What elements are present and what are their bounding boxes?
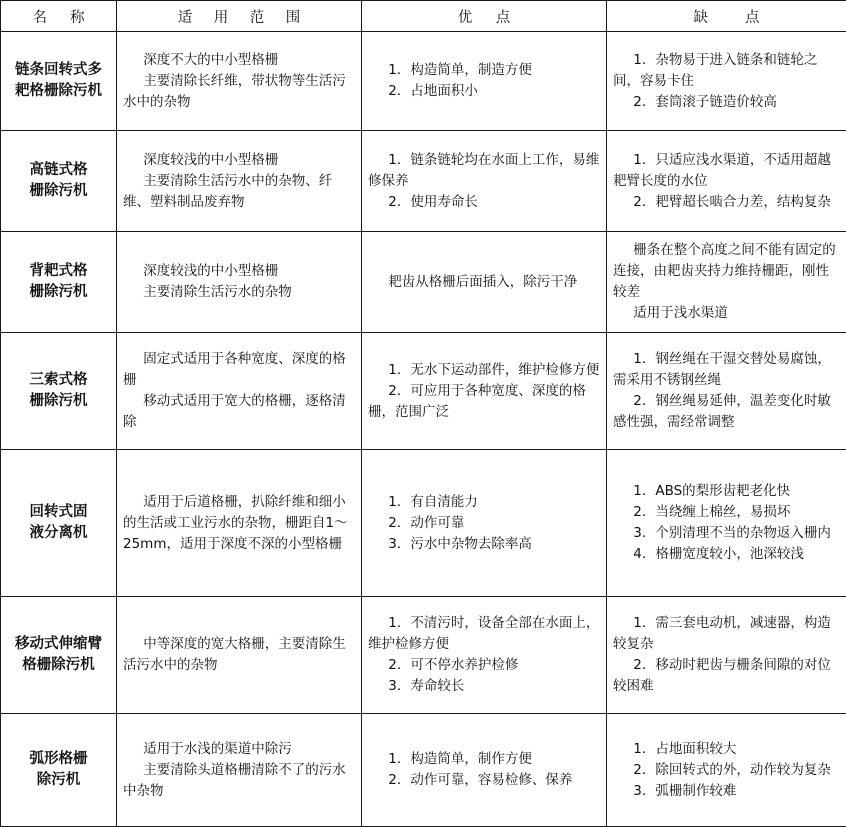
disadvantages	[607, 597, 846, 714]
applicable-scope	[117, 714, 362, 827]
disadvantages	[607, 32, 846, 131]
applicable-scope-line: 主要清除生活污水的杂物	[123, 282, 355, 303]
equipment-name-line: 液分离机	[7, 523, 110, 544]
disadvantages-line: 1．钢丝绳在干湿交替处易腐蚀，需采用不锈钢丝绳	[613, 349, 840, 391]
header-advantages	[362, 1, 607, 32]
disadvantages	[607, 450, 846, 597]
header-advantages-char: 优	[458, 6, 473, 27]
disadvantages-line: 1．占地面积较大	[613, 739, 840, 760]
applicable-scope-line: 适用于后道格栅，扒除纤维和细小的生活或工业污水的杂物，栅距自1～25mm，适用于深度不深的小型格栅	[123, 492, 355, 555]
header-scope-char: 适	[178, 6, 193, 27]
header-scope	[117, 1, 362, 32]
advantages	[362, 232, 607, 333]
applicable-scope	[117, 232, 362, 333]
equipment-name-line: 高链式格	[7, 160, 110, 181]
applicable-scope-line: 中等深度的宽大格栅，主要清除生活污水中的杂物	[123, 634, 355, 676]
equipment-name-line: 三索式格	[7, 370, 110, 391]
disadvantages	[607, 333, 846, 450]
advantages-line: 2．可应用于各种宽度、深度的格栅，范围广泛	[368, 381, 600, 423]
advantages-line: 2．占地面积小	[368, 81, 600, 102]
disadvantages-line: 栅条在整个高度之间不能有固定的连接，由耙齿夹持力维持栅距，刚性较差	[613, 240, 840, 303]
disadvantages-line: 1．ABS的梨形齿耙老化快	[613, 481, 840, 502]
equipment-name	[1, 450, 117, 597]
equipment-name-line: 背耙式格	[7, 261, 110, 282]
equipment-name-line: 栅除污机	[7, 181, 110, 202]
advantages-line: 1．不清污时，设备全部在水面上，维护检修方便	[368, 613, 600, 655]
advantages	[362, 333, 607, 450]
table-row	[1, 450, 846, 597]
disadvantages	[607, 232, 846, 333]
header-row	[1, 1, 846, 32]
applicable-scope	[117, 333, 362, 450]
applicable-scope-line: 主要清除头道格栅清除不了的污水中杂物	[123, 760, 355, 802]
header-scope-char: 围	[286, 6, 301, 27]
disadvantages-line: 3．个别清理不当的杂物返入栅内	[613, 523, 840, 544]
advantages-line: 2．动作可靠	[368, 513, 600, 534]
applicable-scope	[117, 597, 362, 714]
advantages-line: 耙齿从格栅后面插入，除污干净	[368, 272, 600, 293]
advantages	[362, 597, 607, 714]
applicable-scope	[117, 450, 362, 597]
advantages-line: 3．污水中杂物去除率高	[368, 534, 600, 555]
advantages-line: 1．有自清能力	[368, 492, 600, 513]
equipment-name	[1, 131, 117, 232]
disadvantages-line: 1．杂物易于进入链条和链轮之间，容易卡住	[613, 50, 840, 92]
disadvantages-line: 4．格栅宽度较小，池深较浅	[613, 544, 840, 565]
equipment-name	[1, 597, 117, 714]
disadvantages-line: 2．耙臂超长啮合力差，结构复杂	[613, 192, 840, 213]
table-row	[1, 714, 846, 827]
equipment-name-line: 格栅除污机	[7, 655, 110, 676]
advantages-line: 2．可不停水养护检修	[368, 655, 600, 676]
header-name	[1, 1, 117, 32]
advantages-line: 1．链条链轮均在水面上工作，易维修保养	[368, 150, 600, 192]
disadvantages-line: 1．只适应浅水渠道，不适用超越耙臂长度的水位	[613, 150, 840, 192]
header-disadvantages	[607, 1, 846, 32]
equipment-name-line: 链条回转式多	[7, 60, 110, 81]
advantages-line: 1．构造简单，制造方便	[368, 60, 600, 81]
applicable-scope-line: 深度较浅的中小型格栅	[123, 150, 355, 171]
table-row	[1, 597, 846, 714]
advantages	[362, 450, 607, 597]
applicable-scope	[117, 131, 362, 232]
header-name-char: 称	[70, 6, 85, 27]
disadvantages	[607, 131, 846, 232]
applicable-scope-line: 主要清除生活污水中的杂物、纤维、塑料制品废弃物	[123, 171, 355, 213]
header-disadvantages-char: 缺	[694, 6, 709, 27]
equipment-name	[1, 714, 117, 827]
advantages	[362, 714, 607, 827]
header-disadvantages-char: 点	[745, 6, 760, 27]
advantages	[362, 131, 607, 232]
equipment-name-line: 除污机	[7, 770, 110, 791]
advantages-line: 2．使用寿命长	[368, 192, 600, 213]
disadvantages-line: 1．需三套电动机，减速器，构造较复杂	[613, 613, 840, 655]
table-row	[1, 232, 846, 333]
equipment-name-line: 栅除污机	[7, 391, 110, 412]
disadvantages-line: 2．移动时耙齿与栅条间隙的对位较困难	[613, 655, 840, 697]
disadvantages	[607, 714, 846, 827]
equipment-name	[1, 232, 117, 333]
table-row	[1, 32, 846, 131]
advantages-line: 2．动作可靠，容易检修、保养	[368, 770, 600, 791]
applicable-scope-line: 适用于水浅的渠道中除污	[123, 739, 355, 760]
header-scope-char: 用	[214, 6, 229, 27]
advantages-line: 1．构造简单，制作方便	[368, 749, 600, 770]
applicable-scope	[117, 32, 362, 131]
applicable-scope-line: 深度不大的中小型格栅	[123, 50, 355, 71]
equipment-name-line: 回转式固	[7, 502, 110, 523]
equipment-name-line: 移动式伸缩臂	[7, 634, 110, 655]
advantages	[362, 32, 607, 131]
equipment-name	[1, 32, 117, 131]
header-scope-char: 范	[250, 6, 265, 27]
advantages-line: 3．寿命较长	[368, 676, 600, 697]
disadvantages-line: 适用于浅水渠道	[613, 303, 840, 324]
disadvantages-line: 2．钢丝绳易延伸，温差变化时敏感性强，需经常调整	[613, 391, 840, 433]
applicable-scope-line: 深度较浅的中小型格栅	[123, 261, 355, 282]
disadvantages-line: 3．弧栅制作较难	[613, 781, 840, 802]
equipment-name	[1, 333, 117, 450]
disadvantages-line: 2．套筒滚子链造价较高	[613, 92, 840, 113]
disadvantages-line: 2．当绕缠上棉丝，易损坏	[613, 502, 840, 523]
equipment-name-line: 栅除污机	[7, 282, 110, 303]
equipment-name-line: 耙格栅除污机	[7, 81, 110, 102]
table-row	[1, 333, 846, 450]
table-row	[1, 131, 846, 232]
header-advantages-char: 点	[496, 6, 511, 27]
disadvantages-line: 2．除回转式的外，动作较为复杂	[613, 760, 840, 781]
header-name-char: 名	[33, 6, 48, 27]
advantages-line: 1．无水下运动部件，维护检修方便	[368, 360, 600, 381]
applicable-scope-line: 主要清除长纤维，带状物等生活污水中的杂物	[123, 71, 355, 113]
equipment-name-line: 弧形格栅	[7, 749, 110, 770]
applicable-scope-line: 移动式适用于宽大的格栅，逐格清除	[123, 391, 355, 433]
table-body	[1, 32, 846, 827]
applicable-scope-line: 固定式适用于各种宽度、深度的格栅	[123, 349, 355, 391]
